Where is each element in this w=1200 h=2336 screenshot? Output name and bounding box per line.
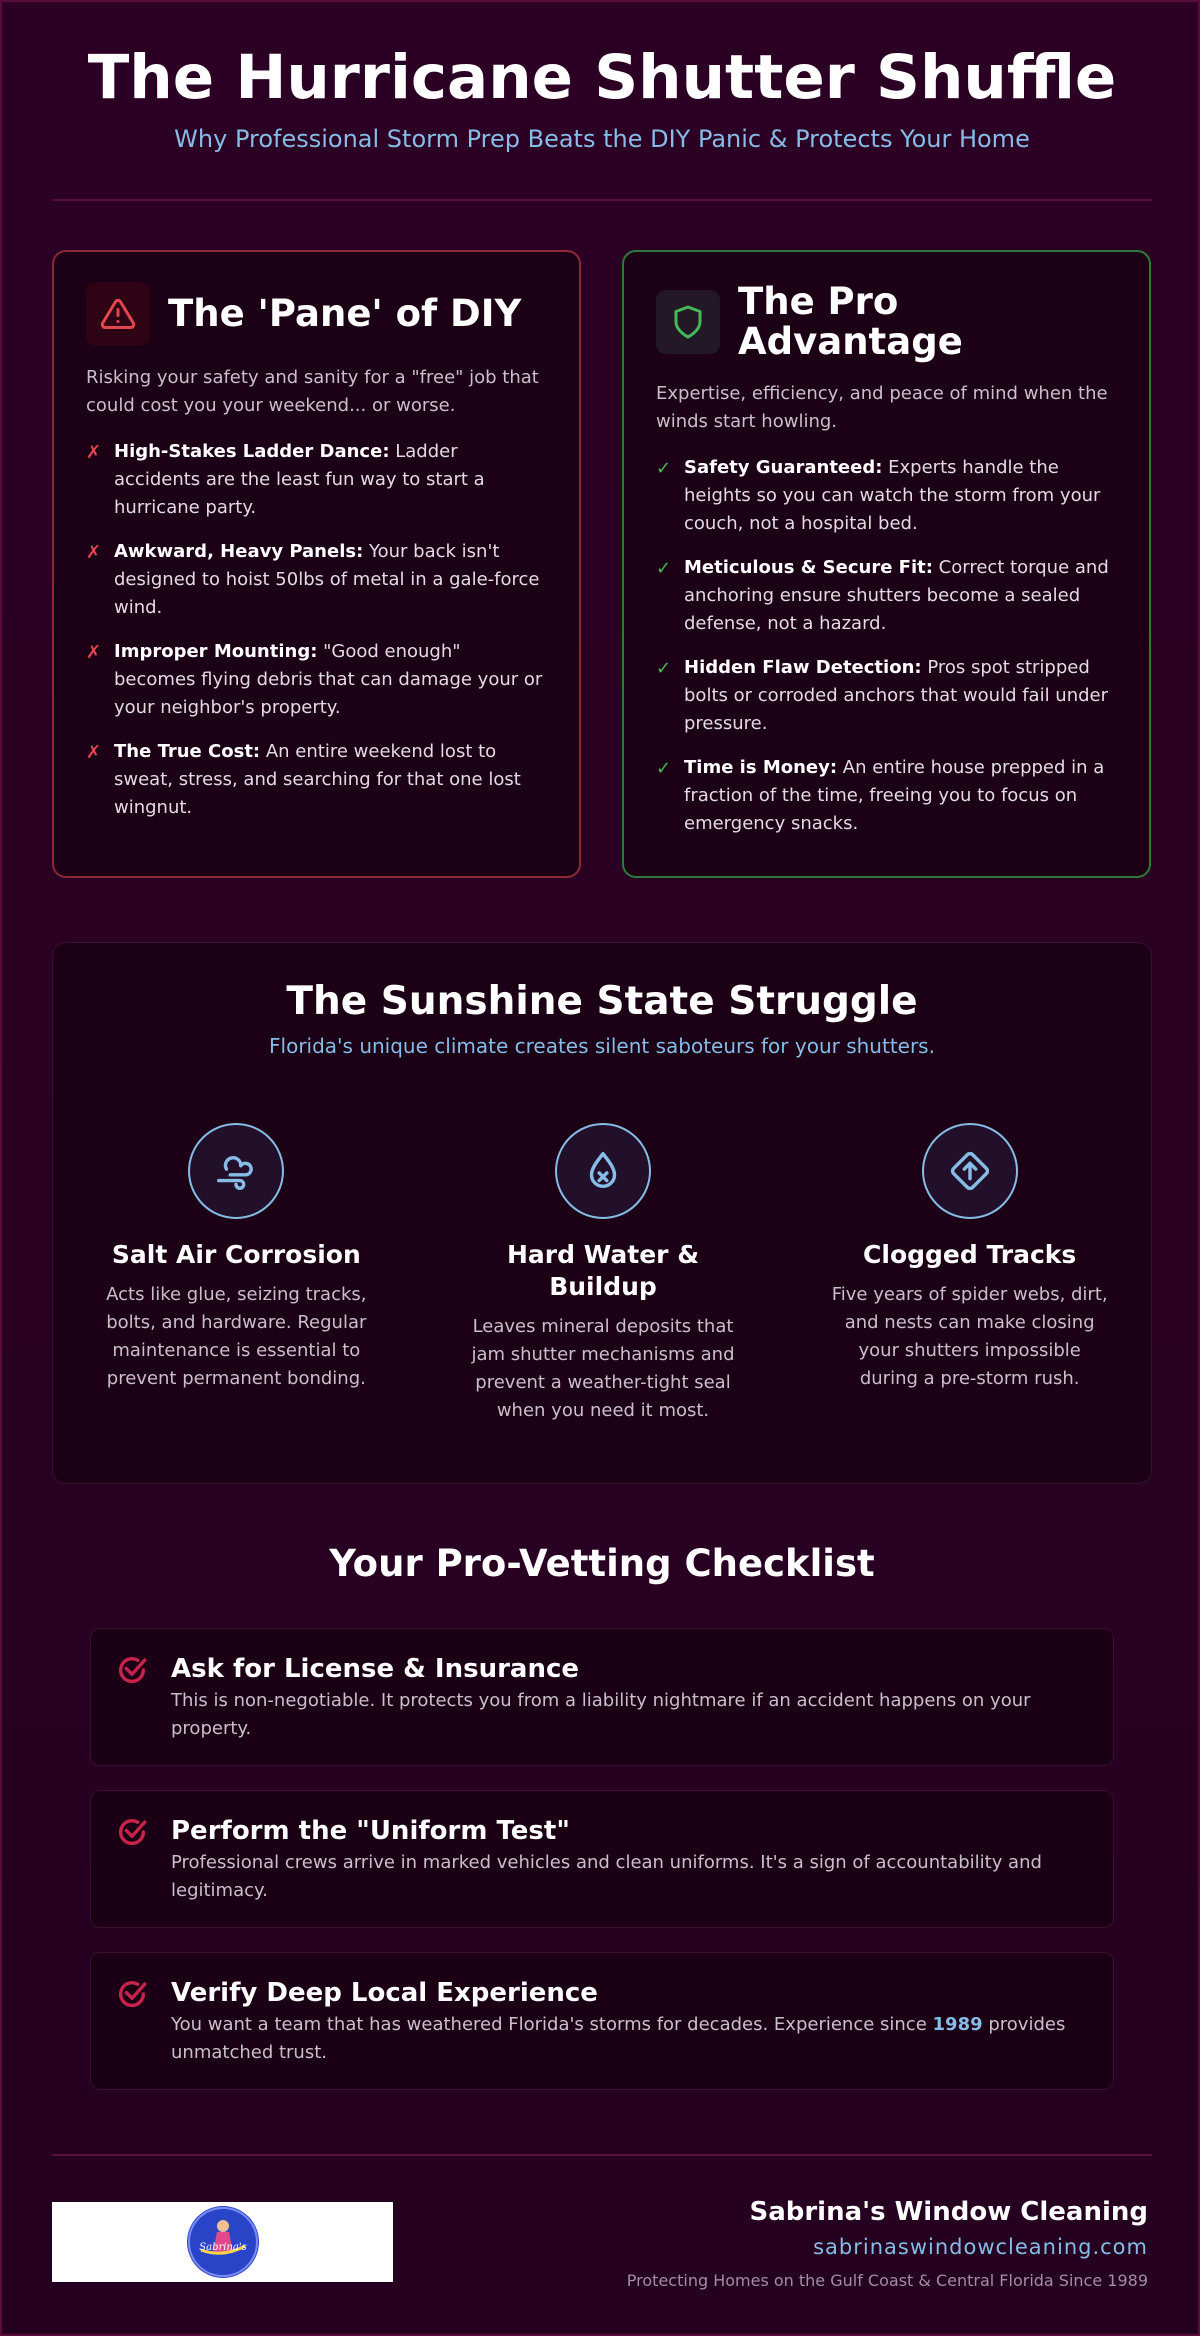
diy-card [52,250,581,878]
checklist-text-before: You want a team that has weathered Florida's storms for decades. Experience since [171,2014,933,2035]
pro-card [622,250,1151,878]
pro-item-description: An entire house prepped in a fraction of the time, freeing you to focus on emergency snacks. [684,757,1105,834]
sunshine-column-title: Clogged Tracks [863,1240,1077,1269]
diy-item [86,638,547,722]
footer-divider [52,2154,1152,2156]
diy-item-text [114,438,547,522]
sunshine-title: The Sunshine State Struggle [286,979,918,1024]
diy-item-description: "Good enough" becomes flying debris that can damage your or your neighbor's property. [114,641,543,718]
svg-text:Sabrina's: Sabrina's [198,2242,247,2253]
pro-item [656,654,1117,738]
cross-mark-icon: ✗ [86,642,102,663]
check-mark-icon: ✓ [656,458,672,479]
page-subtitle: Why Professional Storm Prep Beats the DIY Panic & Protects Your Home [174,125,1030,153]
diy-item-label: Improper Mounting: [114,641,318,662]
diy-item-description: An entire weekend lost to sweat, stress, and searching for that one lost wingnut. [114,741,521,818]
pro-item-label: Meticulous & Secure Fit: [684,557,933,578]
pro-item-label: Hidden Flaw Detection: [684,657,922,678]
sunshine-column-title: Hard Water & Buildup [506,1240,700,1301]
pro-item-description: Experts handle the heights so you can watch the storm from your couch, not a hospital bed. [684,457,1101,534]
pro-item-description: Pros spot stripped bolts or corroded anchors that would fail under pressure. [684,657,1109,734]
pro-item [656,754,1117,838]
sunshine-column-title: Salt Air Corrosion [111,1240,361,1269]
shield-icon [656,290,720,354]
diy-item-text [114,538,547,622]
diy-item-list [86,438,547,822]
sunshine-column [53,1123,420,1425]
blocked-arrow-icon [922,1123,1018,1219]
diy-item-text [114,638,547,722]
check-circle-icon [115,1815,149,1853]
checklist-item-text: This is non-negotiable. It protects you from a liability nightmare if an accident happens on your property. [171,1690,1031,1739]
checklist-item-title: Ask for License & Insurance [171,1654,580,1684]
check-circle-icon [115,1977,149,2015]
page-header [2,42,1200,153]
wind-cloud-icon [188,1123,284,1219]
checklist-item [90,1790,1114,1928]
sunshine-column-text: Acts like glue, seizing tracks, bolts, and hardware. Regular maintenance is essential to prevent permanent bonding. [106,1284,367,1389]
check-mark-icon: ✓ [656,758,672,779]
sunshine-column [786,1123,1153,1425]
cross-mark-icon: ✗ [86,742,102,763]
check-mark-icon: ✓ [656,658,672,679]
checklist-item [90,1628,1114,1766]
cross-mark-icon: ✗ [86,442,102,463]
sunshine-column-text: Five years of spider webs, dirt, and nests can make closing your shutters impossible during a pre-storm rush. [831,1284,1108,1389]
diy-item-label: The True Cost: [114,741,261,762]
pro-item-label: Time is Money: [684,757,838,778]
diy-item [86,538,547,622]
pro-item-list [656,454,1117,838]
sunshine-subtitle: Florida's unique climate creates silent saboteurs for your shutters. [269,1034,935,1058]
diy-card-title: The 'Pane' of DIY [168,292,522,335]
checklist-text-after: provides unmatched trust. [171,2014,1066,2063]
diy-item [86,438,547,522]
checklist-item-title: Perform the "Uniform Test" [171,1816,570,1846]
diy-item [86,738,547,822]
water-drop-icon [555,1123,651,1219]
pro-item-label: Safety Guaranteed: [684,457,883,478]
checklist-item-text: Professional crews arrive in marked vehicles and clean uniforms. It's a sign of accountability and legitimacy. [171,1852,1042,1901]
diy-item-label: Awkward, Heavy Panels: [114,541,364,562]
pro-item-text [684,754,1117,838]
sunshine-section [52,942,1152,1484]
website-link[interactable]: sabrinaswindowcleaning.com [813,2235,1148,2259]
pro-item-text [684,454,1117,538]
warning-triangle-icon [86,282,150,346]
diy-item-description: Your back isn't designed to hoist 50lbs of metal in a gale-force wind. [114,541,540,618]
pro-item-text [684,554,1117,638]
header-divider [52,199,1152,201]
experience-year-highlight: 1989 [932,2014,983,2035]
pro-item [656,454,1117,538]
checklist-item-title: Verify Deep Local Experience [171,1978,598,2008]
logo-emblem [187,2206,259,2278]
cross-mark-icon: ✗ [86,542,102,563]
footer-info [627,2197,1148,2290]
checklist-item [90,1952,1114,2090]
check-mark-icon: ✓ [656,558,672,579]
check-circle-icon [115,1653,149,1691]
diy-card-intro: Risking your safety and sanity for a "free" job that could cost you your weekend... or worse. [86,367,539,416]
sunshine-column [420,1123,787,1425]
sunshine-column-text: Leaves mineral deposits that jam shutter mechanisms and prevent a weather-tight seal when you need it most. [471,1316,735,1421]
pro-item [656,554,1117,638]
footer-tagline: Protecting Homes on the Gulf Coast & Central Florida Since 1989 [626,2271,1148,2290]
business-name: Sabrina's Window Cleaning [749,2197,1148,2227]
diy-item-text [114,738,547,822]
pro-item-text [684,654,1117,738]
pro-item-description: Correct torque and anchoring ensure shutters become a sealed defense, not a hazard. [684,557,1109,634]
pro-card-title: The Pro Advantage [738,280,963,363]
company-logo [52,2202,393,2282]
page-title: The Hurricane Shutter Shuffle [87,42,1117,113]
pro-card-intro: Expertise, efficiency, and peace of mind when the winds start howling. [656,383,1108,432]
checklist-title: Your Pro-Vetting Checklist [329,1542,875,1585]
checklist-item-text [171,2011,1089,2067]
diy-item-description: Ladder accidents are the least fun way to start a hurricane party. [114,441,485,518]
diy-item-label: High-Stakes Ladder Dance: [114,441,390,462]
